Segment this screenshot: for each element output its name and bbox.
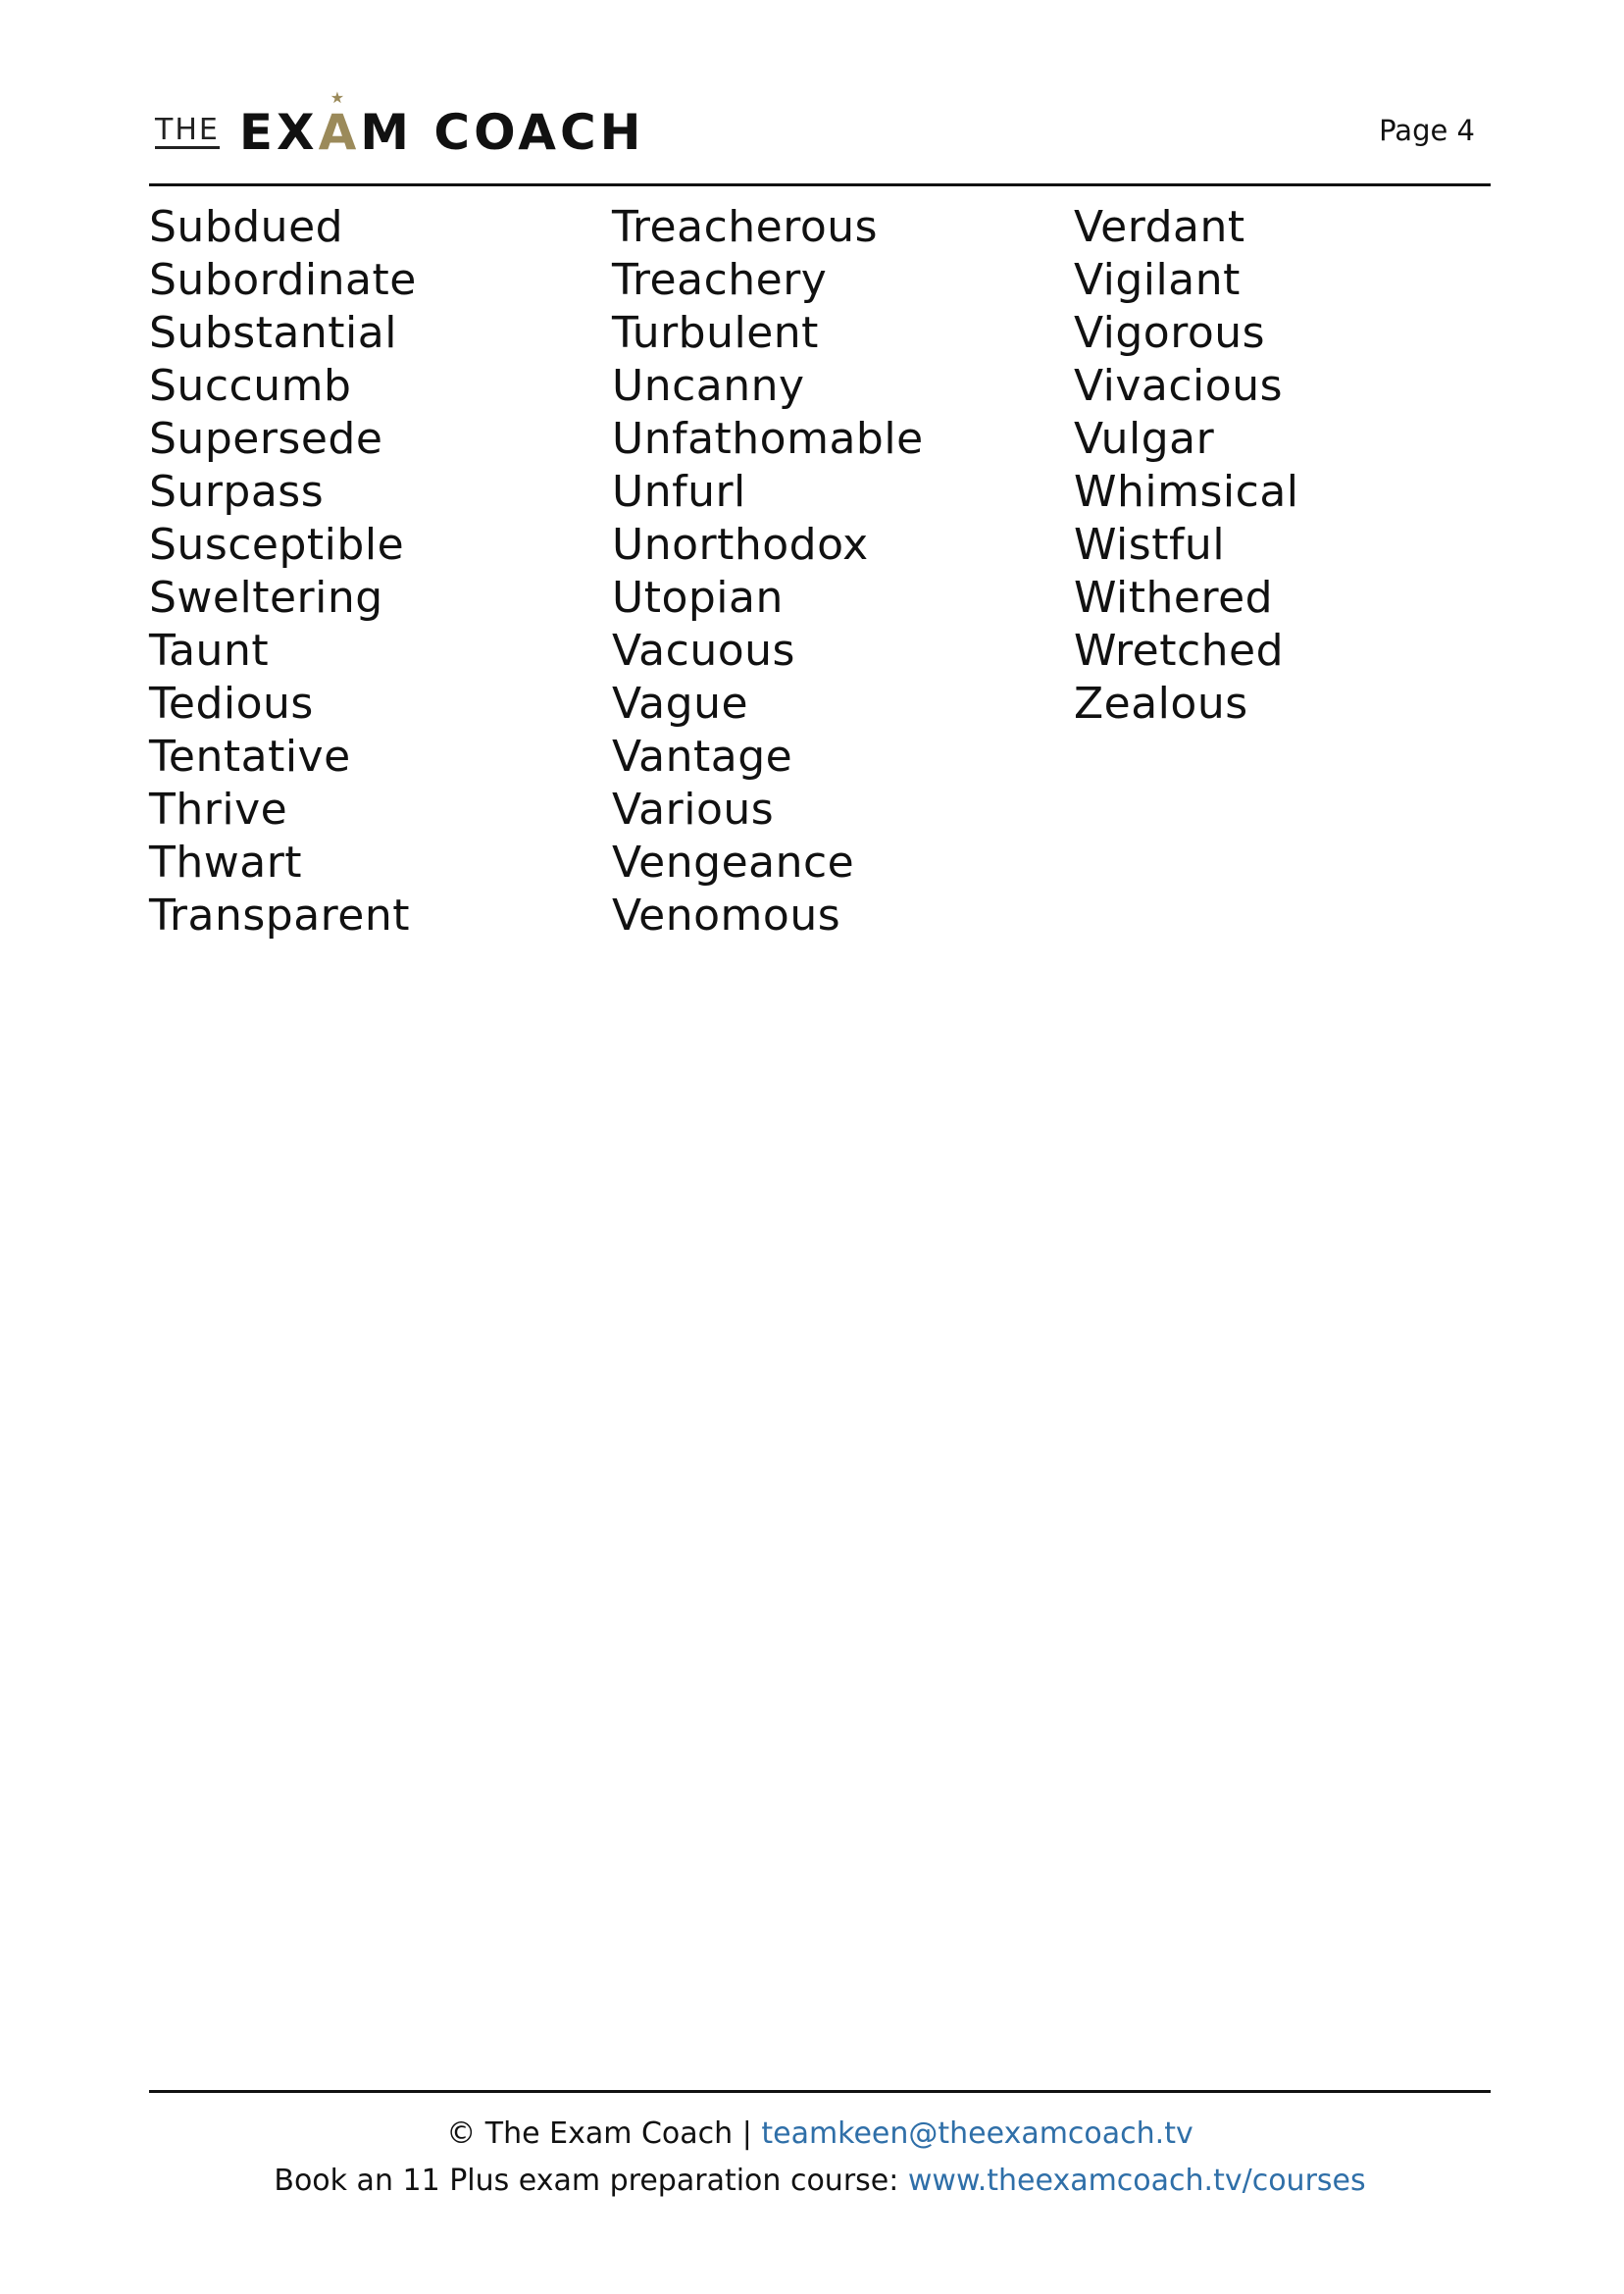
word-item: Zealous (1074, 679, 1248, 729)
word-item: Utopian (612, 573, 784, 623)
course-text: Book an 11 Plus exam preparation course: (274, 2164, 908, 2198)
word-item: Thrive (149, 785, 288, 835)
page-number: Page 4 (1379, 114, 1475, 147)
word-item: Vantage (612, 732, 793, 782)
brand-logo (155, 88, 645, 161)
word-item: Vigorous (1074, 308, 1266, 358)
word-item: Vague (612, 679, 749, 729)
copyright-text: © The Exam Coach | (446, 2116, 762, 2151)
word-column-3 (1074, 201, 1299, 731)
header-divider (149, 183, 1491, 186)
word-item: Substantial (149, 308, 397, 358)
footer-divider (149, 2090, 1491, 2093)
word-item: Wistful (1074, 520, 1226, 570)
logo-part-2: M COACH (360, 104, 645, 161)
word-item: Tedious (149, 679, 314, 729)
word-item: Vengeance (612, 838, 855, 888)
page-header (149, 88, 1491, 184)
word-item: Treachery (612, 255, 828, 305)
word-item: Vigilant (1074, 255, 1241, 305)
word-item: Turbulent (612, 308, 819, 358)
word-item: Withered (1074, 573, 1274, 623)
email-link[interactable]: teamkeen@theexamcoach.tv (761, 2116, 1193, 2151)
word-item: Subdued (149, 202, 344, 252)
word-item: Transparent (149, 891, 410, 941)
word-item: Venomous (612, 891, 841, 941)
word-item: Taunt (149, 626, 270, 676)
logo-part-1: EX (238, 104, 319, 161)
word-item: Sweltering (149, 573, 383, 623)
word-item: Tentative (149, 732, 351, 782)
word-column-1 (149, 201, 417, 943)
word-item: Various (612, 785, 775, 835)
word-item: Vulgar (1074, 414, 1215, 464)
logo-main-text (238, 88, 645, 161)
word-item: Surpass (149, 467, 325, 517)
word-item: Unorthodox (612, 520, 869, 570)
word-item: Susceptible (149, 520, 405, 570)
word-item: Unfathomable (612, 414, 924, 464)
word-item: Uncanny (612, 361, 805, 411)
footer-course-line (149, 2164, 1491, 2198)
word-item: Vivacious (1074, 361, 1284, 411)
word-item: Unfurl (612, 467, 746, 517)
word-item: Succumb (149, 361, 352, 411)
star-icon: ★ (330, 88, 349, 107)
footer-copyright-line (149, 2116, 1491, 2151)
word-item: Supersede (149, 414, 383, 464)
word-item: Verdant (1074, 202, 1245, 252)
word-item: Treacherous (612, 202, 879, 252)
word-item: Subordinate (149, 255, 417, 305)
word-item: Vacuous (612, 626, 795, 676)
logo-the-text: THE (155, 113, 220, 147)
course-link[interactable]: www.theexamcoach.tv/courses (907, 2164, 1366, 2198)
logo-accent-letter (318, 88, 361, 161)
word-item: Wretched (1074, 626, 1285, 676)
word-item: Thwart (149, 838, 303, 888)
word-item: Whimsical (1074, 467, 1299, 517)
word-column-2 (612, 201, 924, 943)
logo-accent-text: A (318, 104, 361, 161)
